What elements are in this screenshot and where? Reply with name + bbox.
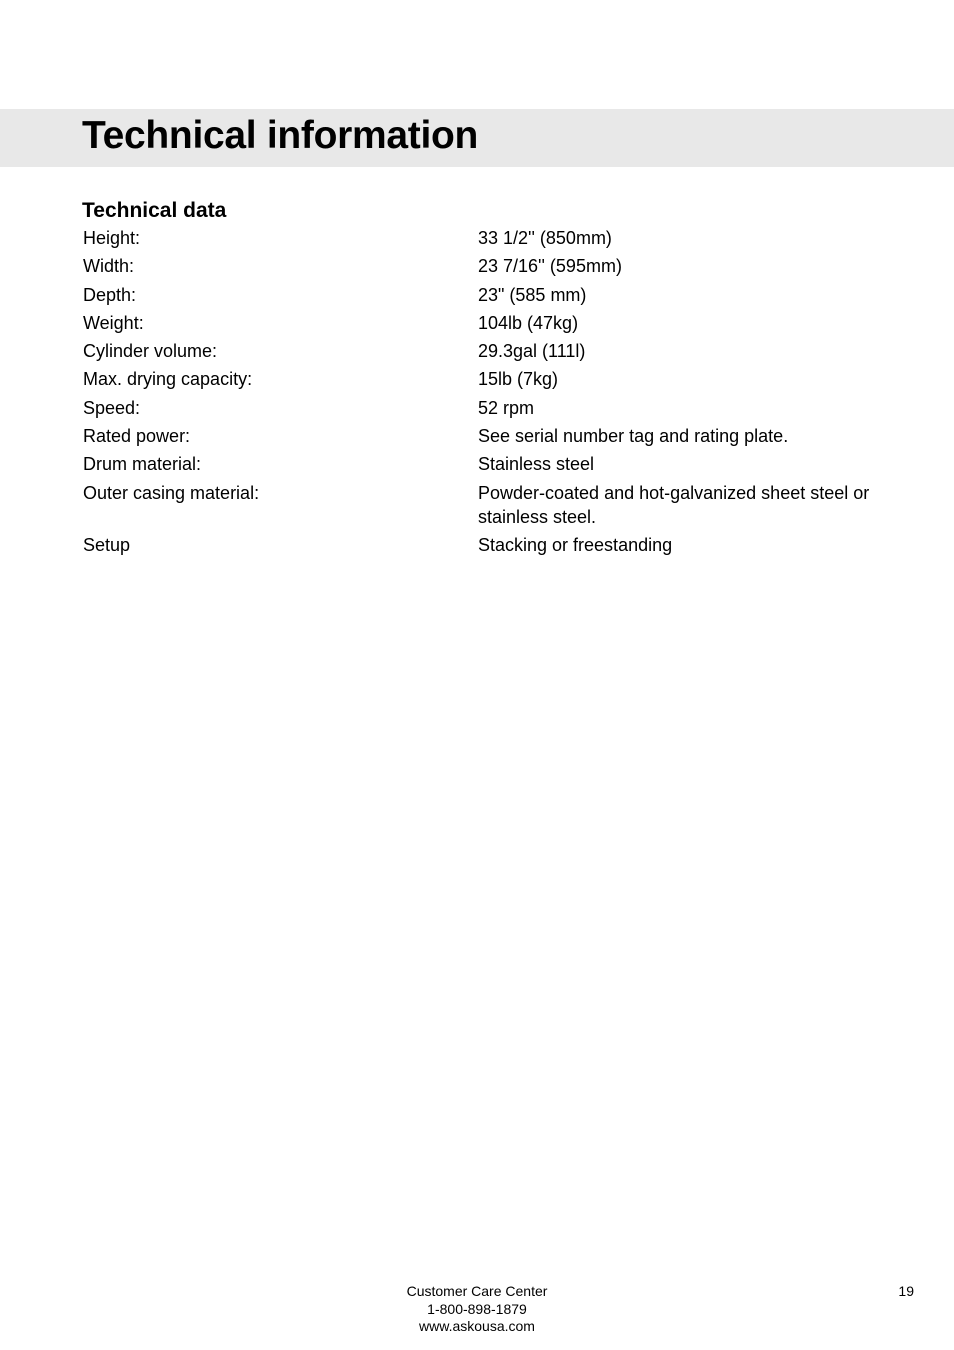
spec-row-max-drying-capacity <box>83 367 883 395</box>
spec-row-rated-power <box>83 424 883 452</box>
spec-value: 23" (585 mm) <box>478 284 587 305</box>
footer-phone: 1-800-898-1879 <box>427 1300 527 1317</box>
spec-label: Rated power: <box>83 426 191 447</box>
spec-row-depth <box>83 283 883 311</box>
spec-label: Cylinder volume: <box>83 341 218 362</box>
spec-row-height <box>83 226 883 254</box>
spec-label: Max. drying capacity: <box>83 369 253 390</box>
spec-row-drum-material <box>83 452 883 480</box>
spec-row-speed <box>83 396 883 424</box>
spec-value: 52 rpm <box>478 397 535 418</box>
spec-label: Outer casing material: <box>83 482 260 503</box>
spec-table <box>83 226 883 561</box>
spec-label: Height: <box>83 228 141 248</box>
spec-value: Stainless steel <box>478 454 595 475</box>
spec-label: Drum material: <box>83 454 202 475</box>
spec-label: Weight: <box>83 312 144 333</box>
section-heading: Technical data <box>82 199 227 222</box>
footer-customer-care: Customer Care Center <box>406 1283 548 1299</box>
spec-value: 33 1/2'' (850mm) <box>478 228 612 248</box>
spec-value: Powder-coated and hot-galvanized sheet steel or stainless steel. <box>478 482 870 527</box>
spec-row-cylinder-volume <box>83 339 883 367</box>
page-number: 19 <box>898 1283 914 1299</box>
spec-value: 29.3gal (111l) <box>478 341 586 362</box>
footer-website: www.askousa.com <box>419 1318 535 1334</box>
spec-label: Speed: <box>83 397 141 418</box>
spec-label: Depth: <box>83 284 137 305</box>
spec-label: Setup <box>83 534 131 555</box>
spec-value: 23 7/16'' (595mm) <box>478 256 622 277</box>
spec-row-outer-casing-material <box>83 481 883 533</box>
spec-value: See serial number tag and rating plate. <box>478 426 789 447</box>
spec-row-weight <box>83 311 883 339</box>
spec-value: 104lb (47kg) <box>478 312 579 333</box>
spec-value: 15lb (7kg) <box>478 369 559 390</box>
spec-value: Stacking or freestanding <box>478 534 673 555</box>
footer-contact <box>0 1283 954 1336</box>
page-title: Technical information <box>82 114 479 157</box>
spec-row-width <box>83 254 883 282</box>
spec-label: Width: <box>83 256 135 277</box>
spec-row-setup <box>83 533 883 561</box>
